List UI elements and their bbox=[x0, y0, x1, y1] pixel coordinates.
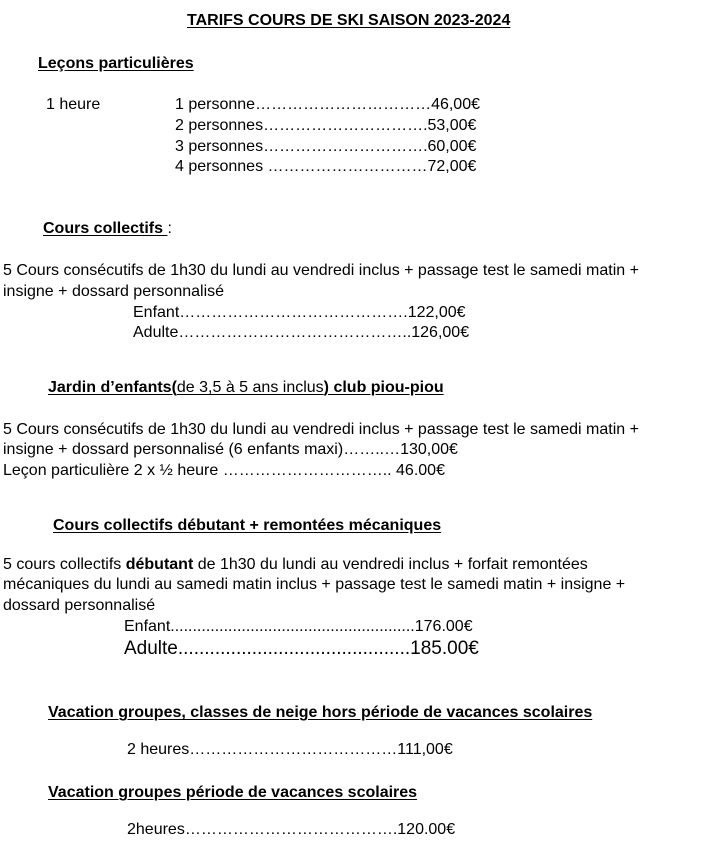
page-title: TARIFS COURS DE SKI SAISON 2023-2024 bbox=[187, 12, 511, 29]
jardin-lecon-price: Leçon particulière 2 x ½ heure ………………………….. 46.00€ bbox=[3, 462, 445, 479]
section-heading-vacation-periode: Vacation groupes période de vacances scolaires bbox=[48, 784, 418, 801]
section-heading-jardin bbox=[48, 378, 444, 398]
particulieres-row: 4 personnes …………………………72,00€ bbox=[175, 158, 477, 175]
jardin-desc: 5 Cours consécutifs de 1h30 du lundi au vendredi inclus + passage test le samedi matin + bbox=[3, 421, 639, 438]
debutant-adulte-price: Adulte............................................185.00€ bbox=[124, 638, 479, 659]
particulieres-row: 1 personne……………………………46,00€ bbox=[175, 96, 480, 113]
collectifs-heading-text: Cours collectifs bbox=[43, 220, 168, 237]
particulieres-duration: 1 heure bbox=[46, 96, 101, 113]
vacation-hors-price: 2 heures…………………………………111,00€ bbox=[127, 741, 453, 758]
jardin-desc: insigne + dossard personnalisé (6 enfants maxi)……..…130,00€ bbox=[3, 441, 458, 458]
particulieres-row: 3 personnes………………………….60,00€ bbox=[175, 138, 477, 155]
vacation-periode-price: 2heures………………………………….120.00€ bbox=[127, 821, 456, 838]
section-heading-particulieres: Leçons particulières bbox=[38, 55, 194, 72]
debutant-desc-c: de 1h30 du lundi au vendredi inclus + forfait remontées bbox=[193, 556, 588, 573]
jardin-heading-a: Jardin d’enfants( bbox=[48, 379, 177, 396]
debutant-desc-a: 5 cours collectifs bbox=[3, 556, 126, 573]
debutant-desc-b: débutant bbox=[125, 556, 194, 573]
jardin-heading-b: de 3,5 à 5 ans inclus bbox=[176, 379, 324, 396]
collectifs-heading-suffix: : bbox=[167, 220, 172, 237]
section-heading-collectifs bbox=[43, 219, 172, 239]
debutant-desc bbox=[3, 555, 588, 575]
debutant-desc: dossard personnalisé bbox=[3, 597, 156, 614]
debutant-desc: mécaniques du lundi au samedi matin inclus + passage test le samedi matin + insigne + bbox=[3, 576, 626, 593]
section-heading-vacation-hors: Vacation groupes, classes de neige hors période de vacances scolaires bbox=[48, 704, 593, 721]
collectifs-adulte-price: Adulte……………………………………..126,00€ bbox=[133, 324, 470, 341]
particulieres-row: 2 personnes………………………….53,00€ bbox=[175, 117, 477, 134]
section-heading-debutant: Cours collectifs débutant + remontées mécaniques bbox=[53, 517, 442, 534]
collectifs-enfant-price: Enfant…………………………………….122,00€ bbox=[133, 304, 466, 321]
jardin-heading-c: ) club piou-piou bbox=[323, 379, 444, 396]
debutant-enfant-price: Enfant.......................................................176.00€ bbox=[124, 618, 473, 635]
collectifs-desc: 5 Cours consécutifs de 1h30 du lundi au vendredi inclus + passage test le samedi matin + bbox=[3, 262, 639, 279]
collectifs-desc: insigne + dossard personnalisé bbox=[3, 283, 225, 300]
